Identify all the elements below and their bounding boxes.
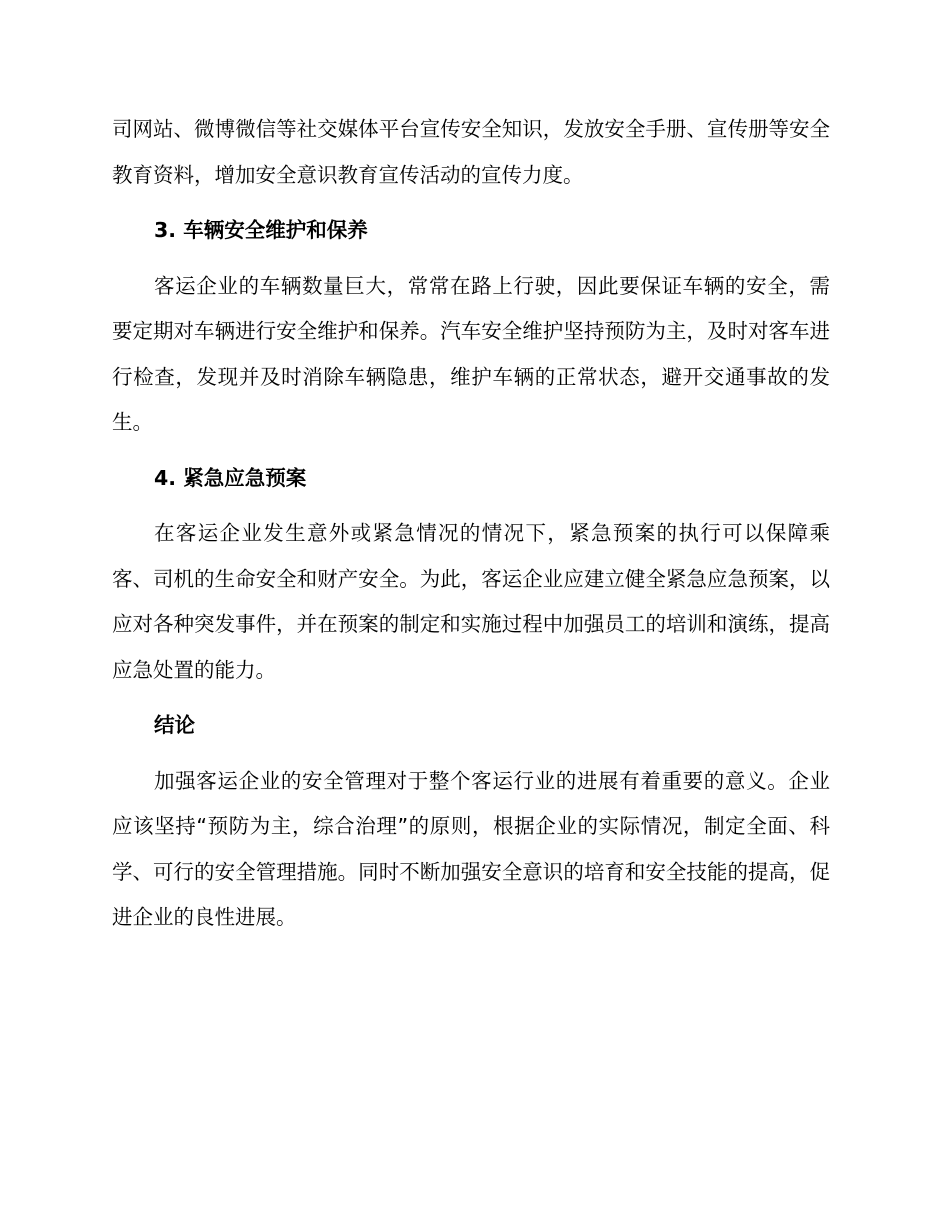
section-heading-vehicle-maintenance: 3. 车辆安全维护和保养	[154, 218, 368, 242]
section-heading-conclusion: 结论	[154, 713, 195, 737]
section-heading-emergency-plan: 4. 紧急应急预案	[154, 465, 307, 490]
section-body-emergency-plan: 在客运企业发生意外或紧急情况的情况下，紧急预案的执行可以保障乘客、司机的生命安全和财产安全。为此，客运企业应建立健全紧急应急预案，以应对各种突发事件，并在预案的制定和实施过程中加强员工的培训和演练，提高应急处置的能力。	[112, 521, 830, 682]
section-body-conclusion: 加强客运企业的安全管理对于整个客运行业的进展有着重要的意义。企业应该坚持“预防为主，综合治理”的原则，根据企业的实际情况，制定全面、科学、可行的安全管理措施。同时不断加强安全意识的培育和安全技能的提高，促进企业的良性进展。	[112, 768, 830, 929]
section-body-vehicle-maintenance: 客运企业的车辆数量巨大，常常在路上行驶，因此要保证车辆的安全，需要定期对车辆进行安全维护和保养。汽车安全维护坚持预防为主，及时对客车进行检查，发现并及时消除车辆隐患，维护车辆的正常状态，避开交通事故的发生。	[112, 273, 830, 434]
document-page	[112, 107, 830, 941]
intro-paragraph: 司网站、微博微信等社交媒体平台宣传安全知识，发放安全手册、宣传册等安全教育资料，增加安全意识教育宣传活动的宣传力度。	[112, 117, 830, 187]
